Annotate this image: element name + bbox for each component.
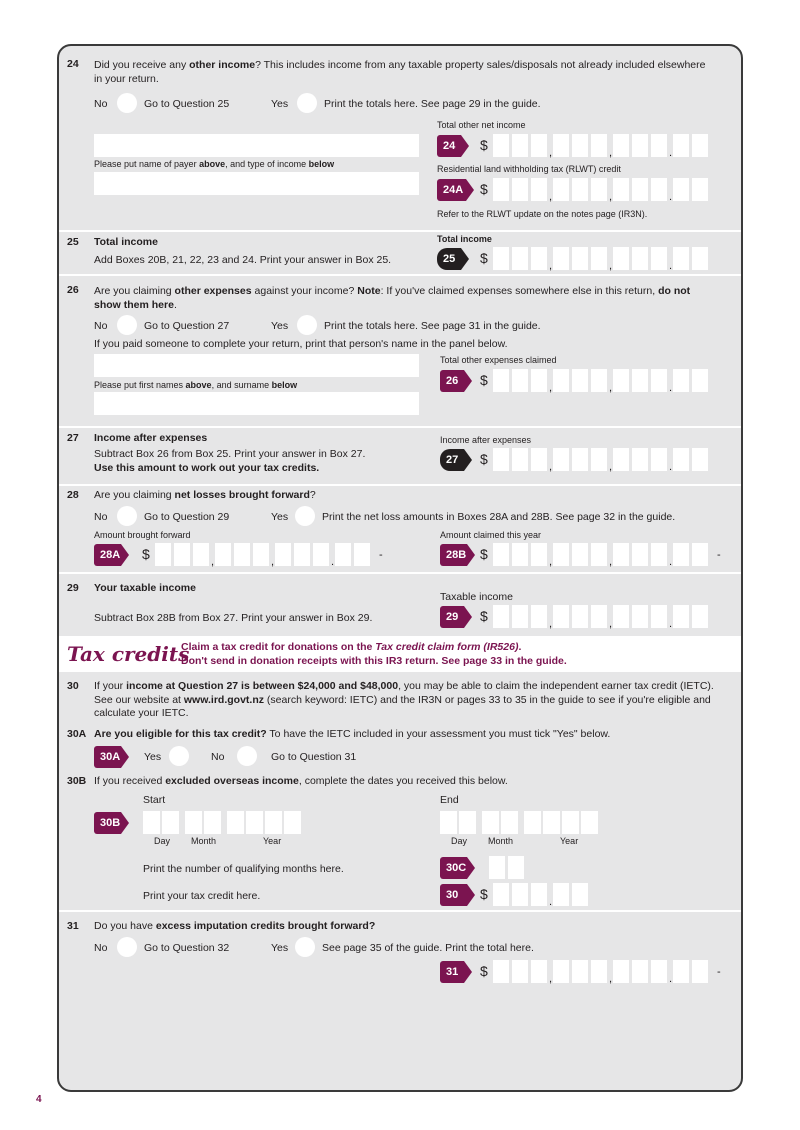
question-30a-text: Are you eligible for this tax credit? To have the IETC included in your assessment you must tick "Yes" below.: [94, 728, 611, 740]
question-25-section: [59, 232, 741, 276]
start-label: Start: [143, 794, 166, 806]
no-label: No: [211, 751, 225, 763]
end-year-label: Year: [560, 836, 579, 846]
date-digit-box[interactable]: [501, 811, 518, 834]
digit-box[interactable]: [613, 960, 629, 983]
box-28b-tag: 28B: [440, 544, 467, 566]
digit-box[interactable]: [294, 543, 310, 566]
decimal-point: .: [669, 382, 673, 394]
question-title: Total income: [94, 236, 158, 248]
digit-box[interactable]: [354, 543, 370, 566]
digit-box[interactable]: [632, 605, 648, 628]
digit-box[interactable]: [508, 856, 524, 879]
date-digit-box[interactable]: [524, 811, 541, 834]
dollar-sign: $: [480, 608, 488, 624]
goto-text: Go to Question 25: [144, 98, 230, 110]
first-names-field[interactable]: [94, 354, 419, 377]
goto-text: Go to Question 32: [144, 942, 230, 954]
date-digit-box[interactable]: [284, 811, 301, 834]
box-31-tag: 31: [440, 961, 464, 983]
yes-instruction: Print the net loss amounts in Boxes 28A and 28B. See page 32 in the guide.: [322, 511, 676, 523]
date-digit-box[interactable]: [459, 811, 476, 834]
thousands-separator: ,: [609, 556, 613, 568]
rlwt-note: Refer to the RLWT update on the notes page (IR3N).: [437, 209, 648, 219]
question-text: Did you receive any other income? This includes income from any taxable property sales/disposals not already included elsewhere in your return.: [94, 59, 706, 85]
digit-box[interactable]: [572, 543, 588, 566]
question-text: Are you claiming net losses brought forward?: [94, 489, 316, 501]
date-digit-box[interactable]: [265, 811, 282, 834]
yes-label: Yes: [271, 98, 289, 110]
digit-box[interactable]: [493, 369, 509, 392]
dollar-sign: $: [480, 546, 488, 562]
digit-box[interactable]: [155, 543, 171, 566]
digit-box[interactable]: [673, 543, 689, 566]
digit-box[interactable]: [512, 247, 528, 270]
digit-box[interactable]: [613, 178, 629, 201]
no-label: No: [94, 942, 108, 954]
digit-box[interactable]: [632, 543, 648, 566]
digit-box[interactable]: [591, 369, 607, 392]
digit-box[interactable]: [613, 448, 629, 471]
question-30b-text: If you received excluded overseas income, complete the dates you received this below.: [94, 775, 508, 787]
dollar-sign: $: [480, 963, 488, 979]
goto-text: Go to Question 31: [271, 751, 357, 763]
box-25-label: Total income: [437, 234, 492, 244]
digit-box[interactable]: [651, 134, 667, 157]
digit-box[interactable]: [591, 247, 607, 270]
digit-box[interactable]: [553, 883, 569, 906]
digit-box[interactable]: [632, 247, 648, 270]
question-number: 30B: [67, 775, 87, 787]
decimal-point: .: [669, 147, 673, 159]
digit-box[interactable]: [591, 960, 607, 983]
digit-box[interactable]: [572, 605, 588, 628]
digit-box[interactable]: [253, 543, 269, 566]
digit-box[interactable]: [591, 448, 607, 471]
digit-box[interactable]: [651, 543, 667, 566]
date-digit-box[interactable]: [143, 811, 160, 834]
digit-box[interactable]: [572, 369, 588, 392]
box-24-tag: 24: [437, 135, 461, 157]
digit-box[interactable]: [493, 605, 509, 628]
digit-box[interactable]: [193, 543, 209, 566]
box-25-tag: 25: [437, 248, 461, 270]
question-title: Income after expenses: [94, 432, 208, 444]
question-number: 26: [67, 284, 79, 296]
ietc-text: If your income at Question 27 is between $24,000 and $48,000, you may be able to claim the independent earner tax credit (IETC). See our website at www.ird.govt.nz (search keyword: IETC) and the IR3N or pages 33 to 35 in the guide to see if you're eligible and calculate your IETC.: [94, 680, 714, 719]
digit-box[interactable]: [692, 134, 708, 157]
thousands-separator: ,: [609, 191, 613, 203]
date-digit-box[interactable]: [581, 811, 598, 834]
digit-box[interactable]: [613, 605, 629, 628]
yes-radio[interactable]: [297, 315, 317, 335]
digit-box[interactable]: [692, 247, 708, 270]
question-number: 31: [67, 920, 79, 932]
question-30-section: [59, 672, 741, 912]
date-digit-box[interactable]: [246, 811, 263, 834]
digit-box[interactable]: [613, 369, 629, 392]
digit-box[interactable]: [335, 543, 351, 566]
decimal-point: .: [331, 556, 335, 568]
digit-box[interactable]: [632, 960, 648, 983]
digit-box[interactable]: [531, 178, 547, 201]
decimal-point: .: [669, 618, 673, 630]
question-24-section: [59, 46, 741, 232]
digit-box[interactable]: [673, 134, 689, 157]
digit-box[interactable]: [493, 247, 509, 270]
surname-field[interactable]: [94, 392, 419, 415]
digit-box[interactable]: [489, 856, 505, 879]
yes-radio[interactable]: [297, 93, 317, 113]
digit-box[interactable]: [531, 605, 547, 628]
question-number: 25: [67, 236, 79, 248]
digit-box[interactable]: [613, 134, 629, 157]
thousands-separator: ,: [549, 382, 553, 394]
digit-box[interactable]: [493, 960, 509, 983]
digit-box[interactable]: [692, 178, 708, 201]
ir3-form-page: [57, 44, 743, 1092]
dollar-sign: $: [480, 886, 488, 902]
yes-radio[interactable]: [295, 937, 315, 957]
digit-box[interactable]: [673, 960, 689, 983]
thousands-separator: ,: [549, 556, 553, 568]
box-26-tag: 26: [440, 370, 464, 392]
box-29-label: Taxable income: [440, 591, 513, 603]
date-digit-box[interactable]: [204, 811, 221, 834]
digit-box[interactable]: [531, 543, 547, 566]
start-day-label: Day: [154, 836, 171, 846]
tax-credits-header: [59, 638, 741, 672]
decimal-point: .: [669, 191, 673, 203]
digit-box[interactable]: [531, 247, 547, 270]
thousands-separator: ,: [549, 618, 553, 630]
digit-box[interactable]: [651, 247, 667, 270]
dollar-sign: $: [480, 181, 488, 197]
question-number: 24: [67, 58, 79, 70]
paid-someone-text: If you paid someone to complete your return, print that person's name in the panel below.: [94, 338, 508, 350]
digit-box[interactable]: [651, 960, 667, 983]
digit-box[interactable]: [553, 960, 569, 983]
no-radio[interactable]: [117, 506, 137, 526]
box-30a-tag: 30A: [94, 746, 121, 768]
question-number: 27: [67, 432, 79, 444]
no-label: No: [94, 98, 108, 110]
digit-box[interactable]: [215, 543, 231, 566]
digit-box[interactable]: [632, 448, 648, 471]
yes-label: Yes: [271, 511, 289, 523]
digit-box[interactable]: [591, 543, 607, 566]
digit-box[interactable]: [553, 369, 569, 392]
digit-box[interactable]: [531, 134, 547, 157]
digit-box[interactable]: [512, 134, 528, 157]
thousands-separator: ,: [609, 147, 613, 159]
thousands-separator: ,: [549, 147, 553, 159]
digit-box[interactable]: [512, 178, 528, 201]
digit-box[interactable]: [531, 448, 547, 471]
digit-box[interactable]: [632, 178, 648, 201]
digit-box[interactable]: [651, 605, 667, 628]
digit-box[interactable]: [572, 178, 588, 201]
box-30-tag: 30: [440, 884, 467, 906]
digit-box[interactable]: [591, 605, 607, 628]
question-31-section: [59, 912, 741, 1092]
box-27-tag: 27: [440, 449, 464, 471]
box-30b-tag: 30B: [94, 812, 121, 834]
digit-box[interactable]: [591, 178, 607, 201]
box-27-label: Income after expenses: [440, 435, 532, 445]
digit-box[interactable]: [512, 369, 528, 392]
question-number: 29: [67, 582, 79, 594]
date-digit-box[interactable]: [562, 811, 579, 834]
yes-radio[interactable]: [169, 746, 189, 766]
question-28-section: [59, 486, 741, 574]
digit-box[interactable]: [692, 960, 708, 983]
box-28a-label: Amount brought forward: [94, 530, 191, 540]
date-digit-box[interactable]: [482, 811, 499, 834]
digit-box[interactable]: [531, 960, 547, 983]
digit-box[interactable]: [572, 960, 588, 983]
question-29-section: [59, 574, 741, 638]
yes-label: Yes: [271, 320, 289, 332]
digit-box[interactable]: [174, 543, 190, 566]
digit-box[interactable]: [275, 543, 291, 566]
question-27-section: [59, 428, 741, 486]
digit-box[interactable]: [553, 448, 569, 471]
digit-box[interactable]: [651, 448, 667, 471]
digit-box[interactable]: [613, 247, 629, 270]
thousands-separator: ,: [609, 973, 613, 985]
decimal-point: .: [669, 260, 673, 272]
decimal-point: .: [669, 556, 673, 568]
box-24a-label: Residential land withholding tax (RLWT) credit: [437, 164, 621, 174]
digit-box[interactable]: [591, 134, 607, 157]
digit-box[interactable]: [572, 448, 588, 471]
no-radio[interactable]: [117, 937, 137, 957]
digit-box[interactable]: [512, 605, 528, 628]
digit-box[interactable]: [692, 369, 708, 392]
dollar-sign: $: [480, 372, 488, 388]
digit-box[interactable]: [651, 369, 667, 392]
question-text: Do you have excess imputation credits brought forward?: [94, 920, 376, 932]
thousands-separator: ,: [549, 973, 553, 985]
date-digit-box[interactable]: [185, 811, 202, 834]
thousands-separator: ,: [609, 260, 613, 272]
date-digit-box[interactable]: [440, 811, 457, 834]
thousands-separator: ,: [609, 618, 613, 630]
yes-instruction: See page 35 of the guide. Print the total here.: [322, 942, 534, 954]
digit-box[interactable]: [673, 605, 689, 628]
thousands-separator: ,: [609, 461, 613, 473]
dollar-sign: $: [480, 250, 488, 266]
box-29-tag: 29: [440, 606, 464, 628]
start-year-label: Year: [263, 836, 282, 846]
digit-box[interactable]: [632, 369, 648, 392]
yes-radio[interactable]: [295, 506, 315, 526]
credit-text: Print your tax credit here.: [143, 890, 261, 902]
thousands-separator: ,: [211, 556, 215, 568]
end-month-label: Month: [488, 836, 514, 846]
page-number: 4: [36, 1094, 42, 1105]
minus-sign: -: [379, 549, 383, 561]
digit-box[interactable]: [553, 247, 569, 270]
no-label: No: [94, 511, 108, 523]
digit-box[interactable]: [692, 605, 708, 628]
digit-box[interactable]: [493, 448, 509, 471]
digit-box[interactable]: [553, 134, 569, 157]
start-month-label: Month: [191, 836, 217, 846]
no-radio[interactable]: [117, 315, 137, 335]
digit-box[interactable]: [313, 543, 329, 566]
end-label: End: [440, 794, 459, 806]
question-number: 28: [67, 489, 79, 501]
digit-box[interactable]: [553, 178, 569, 201]
question-number: 30: [67, 680, 79, 692]
yes-instruction: Print the totals here. See page 31 in the guide.: [324, 320, 541, 332]
digit-box[interactable]: [512, 960, 528, 983]
digit-box[interactable]: [234, 543, 250, 566]
yes-instruction: Print the totals here. See page 29 in the guide.: [324, 98, 541, 110]
digit-box[interactable]: [512, 543, 528, 566]
box-26-label: Total other expenses claimed: [440, 355, 557, 365]
question-text: Are you claiming other expenses against your income? Note: If you've claimed expenses somewhere else in this return, do not show them here.: [94, 285, 691, 311]
digit-box[interactable]: [531, 883, 547, 906]
dollar-sign: $: [142, 546, 150, 562]
question-26-section: [59, 276, 741, 428]
decimal-point: .: [549, 896, 553, 908]
digit-box[interactable]: [673, 369, 689, 392]
yes-label: Yes: [271, 942, 289, 954]
yes-label: Yes: [144, 751, 162, 763]
no-label: No: [94, 320, 108, 332]
date-digit-box[interactable]: [162, 811, 179, 834]
question-text: Add Boxes 20B, 21, 22, 23 and 24. Print your answer in Box 25.: [94, 254, 392, 266]
digit-box[interactable]: [673, 178, 689, 201]
names-hint: Please put first names above, and surname below: [94, 380, 298, 390]
digit-box[interactable]: [493, 178, 509, 201]
goto-text: Go to Question 29: [144, 511, 230, 523]
no-radio[interactable]: [237, 746, 257, 766]
section-note: Claim a tax credit for donations on the Tax credit claim form (IR526). Don't send in donation receipts with this IR3 return. See page 33 in the guide.: [181, 641, 567, 667]
digit-box[interactable]: [531, 369, 547, 392]
box-24-label: Total other net income: [437, 120, 526, 130]
no-radio[interactable]: [117, 93, 137, 113]
digit-box[interactable]: [673, 247, 689, 270]
digit-box[interactable]: [553, 605, 569, 628]
digit-box[interactable]: [572, 134, 588, 157]
dollar-sign: $: [480, 137, 488, 153]
months-text: Print the number of qualifying months here.: [143, 863, 344, 875]
date-digit-box[interactable]: [543, 811, 560, 834]
question-text: Subtract Box 28B from Box 27. Print your answer in Box 29.: [94, 612, 373, 624]
digit-box[interactable]: [493, 134, 509, 157]
digit-box[interactable]: [572, 247, 588, 270]
thousands-separator: ,: [271, 556, 275, 568]
digit-box[interactable]: [692, 543, 708, 566]
question-number: 30A: [67, 728, 87, 740]
digit-box[interactable]: [572, 883, 588, 906]
digit-box[interactable]: [632, 134, 648, 157]
box-24a-tag: 24A: [437, 179, 466, 201]
thousands-separator: ,: [549, 191, 553, 203]
income-type-field[interactable]: [94, 172, 419, 195]
question-title: Your taxable income: [94, 582, 196, 594]
decimal-point: .: [669, 461, 673, 473]
digit-box[interactable]: [673, 448, 689, 471]
goto-text: Go to Question 27: [144, 320, 230, 332]
payer-hint: Please put name of payer above, and type of income below: [94, 159, 335, 169]
question-text: Subtract Box 26 from Box 25. Print your answer in Box 27.: [94, 448, 366, 460]
digit-box[interactable]: [613, 543, 629, 566]
end-day-label: Day: [451, 836, 468, 846]
digit-box[interactable]: [651, 178, 667, 201]
digit-box[interactable]: [553, 543, 569, 566]
dollar-sign: $: [480, 451, 488, 467]
minus-sign: -: [717, 549, 721, 561]
decimal-point: .: [669, 973, 673, 985]
digit-box[interactable]: [512, 448, 528, 471]
section-title: Tax credits: [67, 642, 190, 666]
box-28a-tag: 28A: [94, 544, 121, 566]
question-text-bold: Use this amount to work out your tax credits.: [94, 462, 320, 474]
minus-sign: -: [717, 966, 721, 978]
date-digit-box[interactable]: [227, 811, 244, 834]
digit-box[interactable]: [512, 883, 528, 906]
payer-name-field[interactable]: [94, 134, 419, 157]
box-30c-tag: 30C: [440, 857, 467, 879]
digit-box[interactable]: [692, 448, 708, 471]
digit-box[interactable]: [493, 543, 509, 566]
digit-box[interactable]: [493, 883, 509, 906]
box-28b-label: Amount claimed this year: [440, 530, 542, 540]
thousands-separator: ,: [549, 260, 553, 272]
thousands-separator: ,: [609, 382, 613, 394]
thousands-separator: ,: [549, 461, 553, 473]
